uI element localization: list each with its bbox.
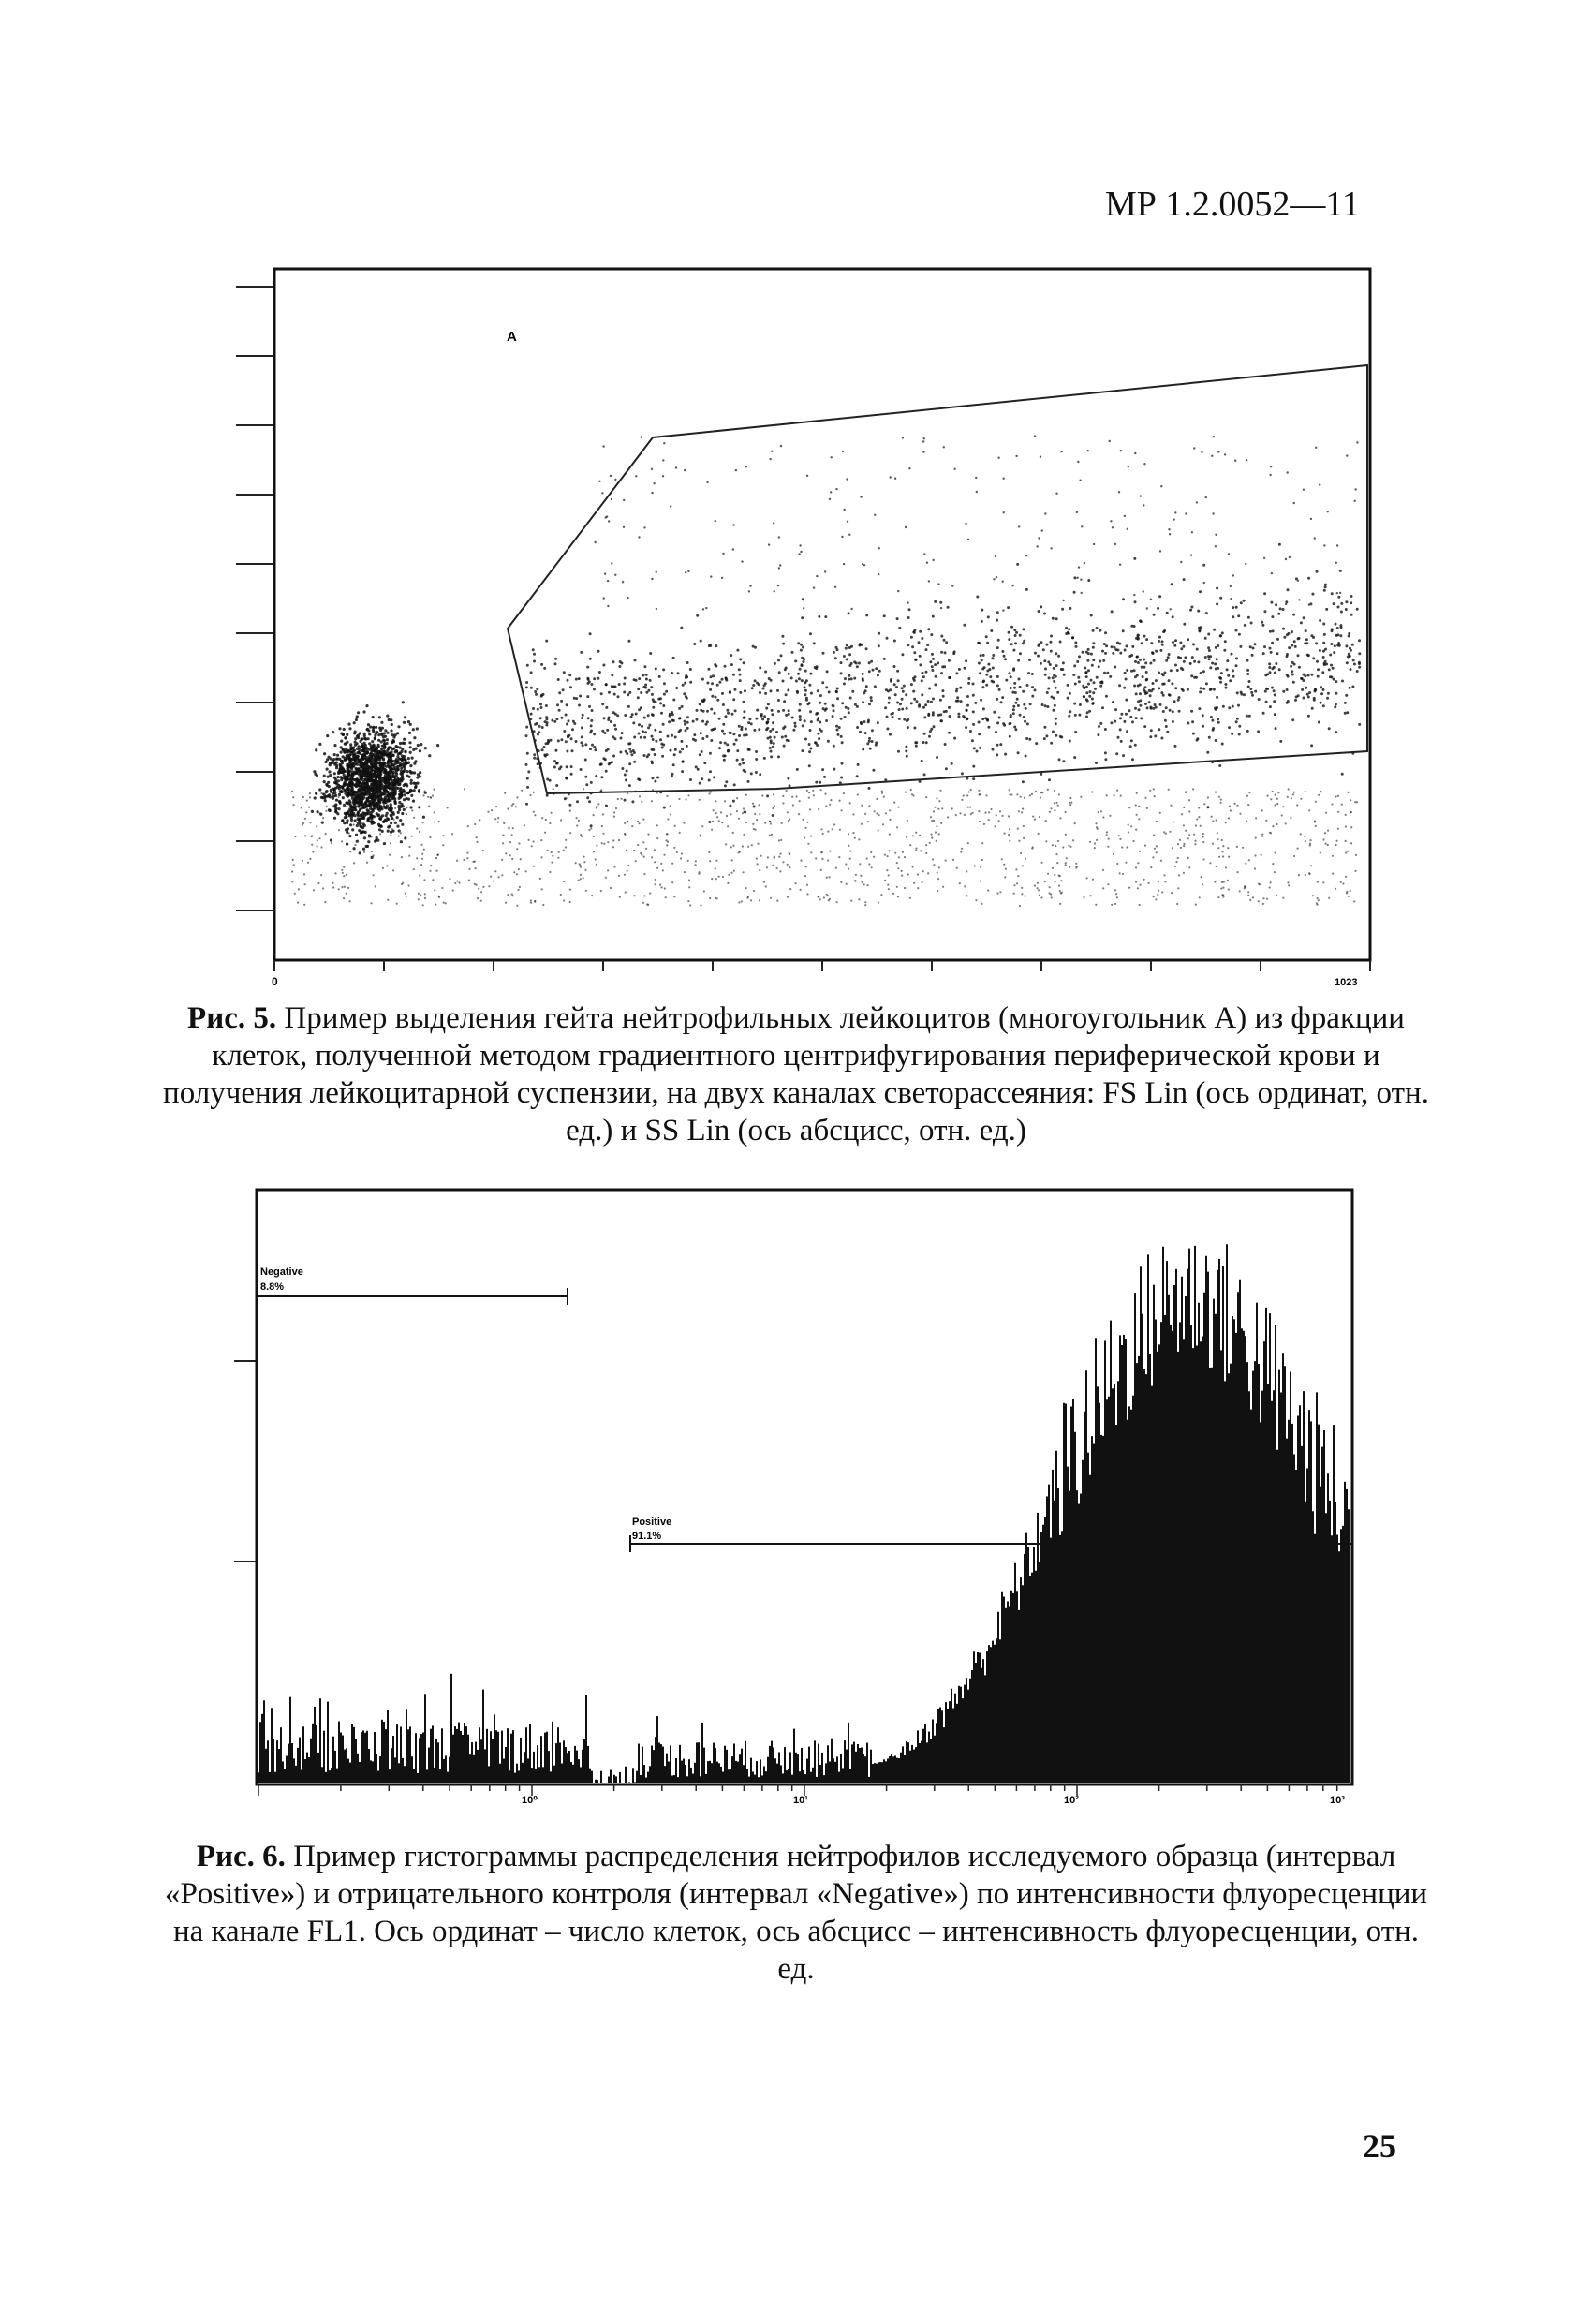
figure-5-caption-text: Пример выделения гейта нейтрофильных лейкоцитов (многоугольник А) из фракции клеток, полученной методом градиентного центрифугирования периферической крови и получения лейкоцитарной суспензии, на двух каналах светорассеяния: FS Lin (ось ординат, отн. ед.) и SS Lin (ось абсцисс, отн. ед.) xyxy=(163,1001,1429,1147)
figure-5-caption-label: Рис. 5. xyxy=(187,1001,277,1035)
x-tick-label-2: 10² xyxy=(1064,1795,1079,1803)
positive-percent: 91.1% xyxy=(632,1531,662,1542)
figure-6-caption xyxy=(159,1838,1433,1988)
figure-5-scatter-plot xyxy=(217,264,1379,995)
positive-label: Positive xyxy=(632,1517,672,1528)
scatter-plot-svg xyxy=(217,264,1379,995)
x-tick-label-1: 10¹ xyxy=(793,1795,808,1803)
negative-label: Negative xyxy=(260,1266,303,1278)
figure-6-histogram xyxy=(217,1185,1379,1803)
y-axis-ticks xyxy=(234,1361,257,1562)
scatter-points xyxy=(291,435,1361,907)
histogram-svg xyxy=(217,1185,1379,1803)
x-tick-label-0: 10⁰ xyxy=(522,1795,538,1803)
x-axis-min-label: 0 xyxy=(272,975,278,988)
figure-6-caption-label: Рис. 6. xyxy=(196,1840,286,1873)
negative-percent: 8.8% xyxy=(260,1281,285,1293)
x-axis-ticks xyxy=(274,960,1370,971)
x-axis-max-label: 1023 xyxy=(1335,977,1358,988)
figure-6-caption-text: Пример гистограммы распределения нейтрофилов исследуемого образца (интервал «Positive») и отрицательного контроля (интервал «Negative») по интенсивности флуоресценции на канале FL1. Ось ординат – число клеток, ось абсцисс – интенсивность флуоресценции, отн. ед. xyxy=(164,1840,1428,1986)
histogram-bars xyxy=(258,1244,1349,1783)
document-code: МР 1.2.0052—11 xyxy=(1105,185,1361,224)
scatter-plot-frame xyxy=(274,269,1370,960)
figure-5-caption xyxy=(159,999,1433,1149)
gate-label-a: A xyxy=(507,329,517,345)
x-tick-label-3: 10³ xyxy=(1330,1795,1345,1803)
neutrophil-gate-polygon xyxy=(508,365,1367,793)
page-number: 25 xyxy=(1363,2127,1396,2165)
y-axis-ticks xyxy=(236,287,274,910)
